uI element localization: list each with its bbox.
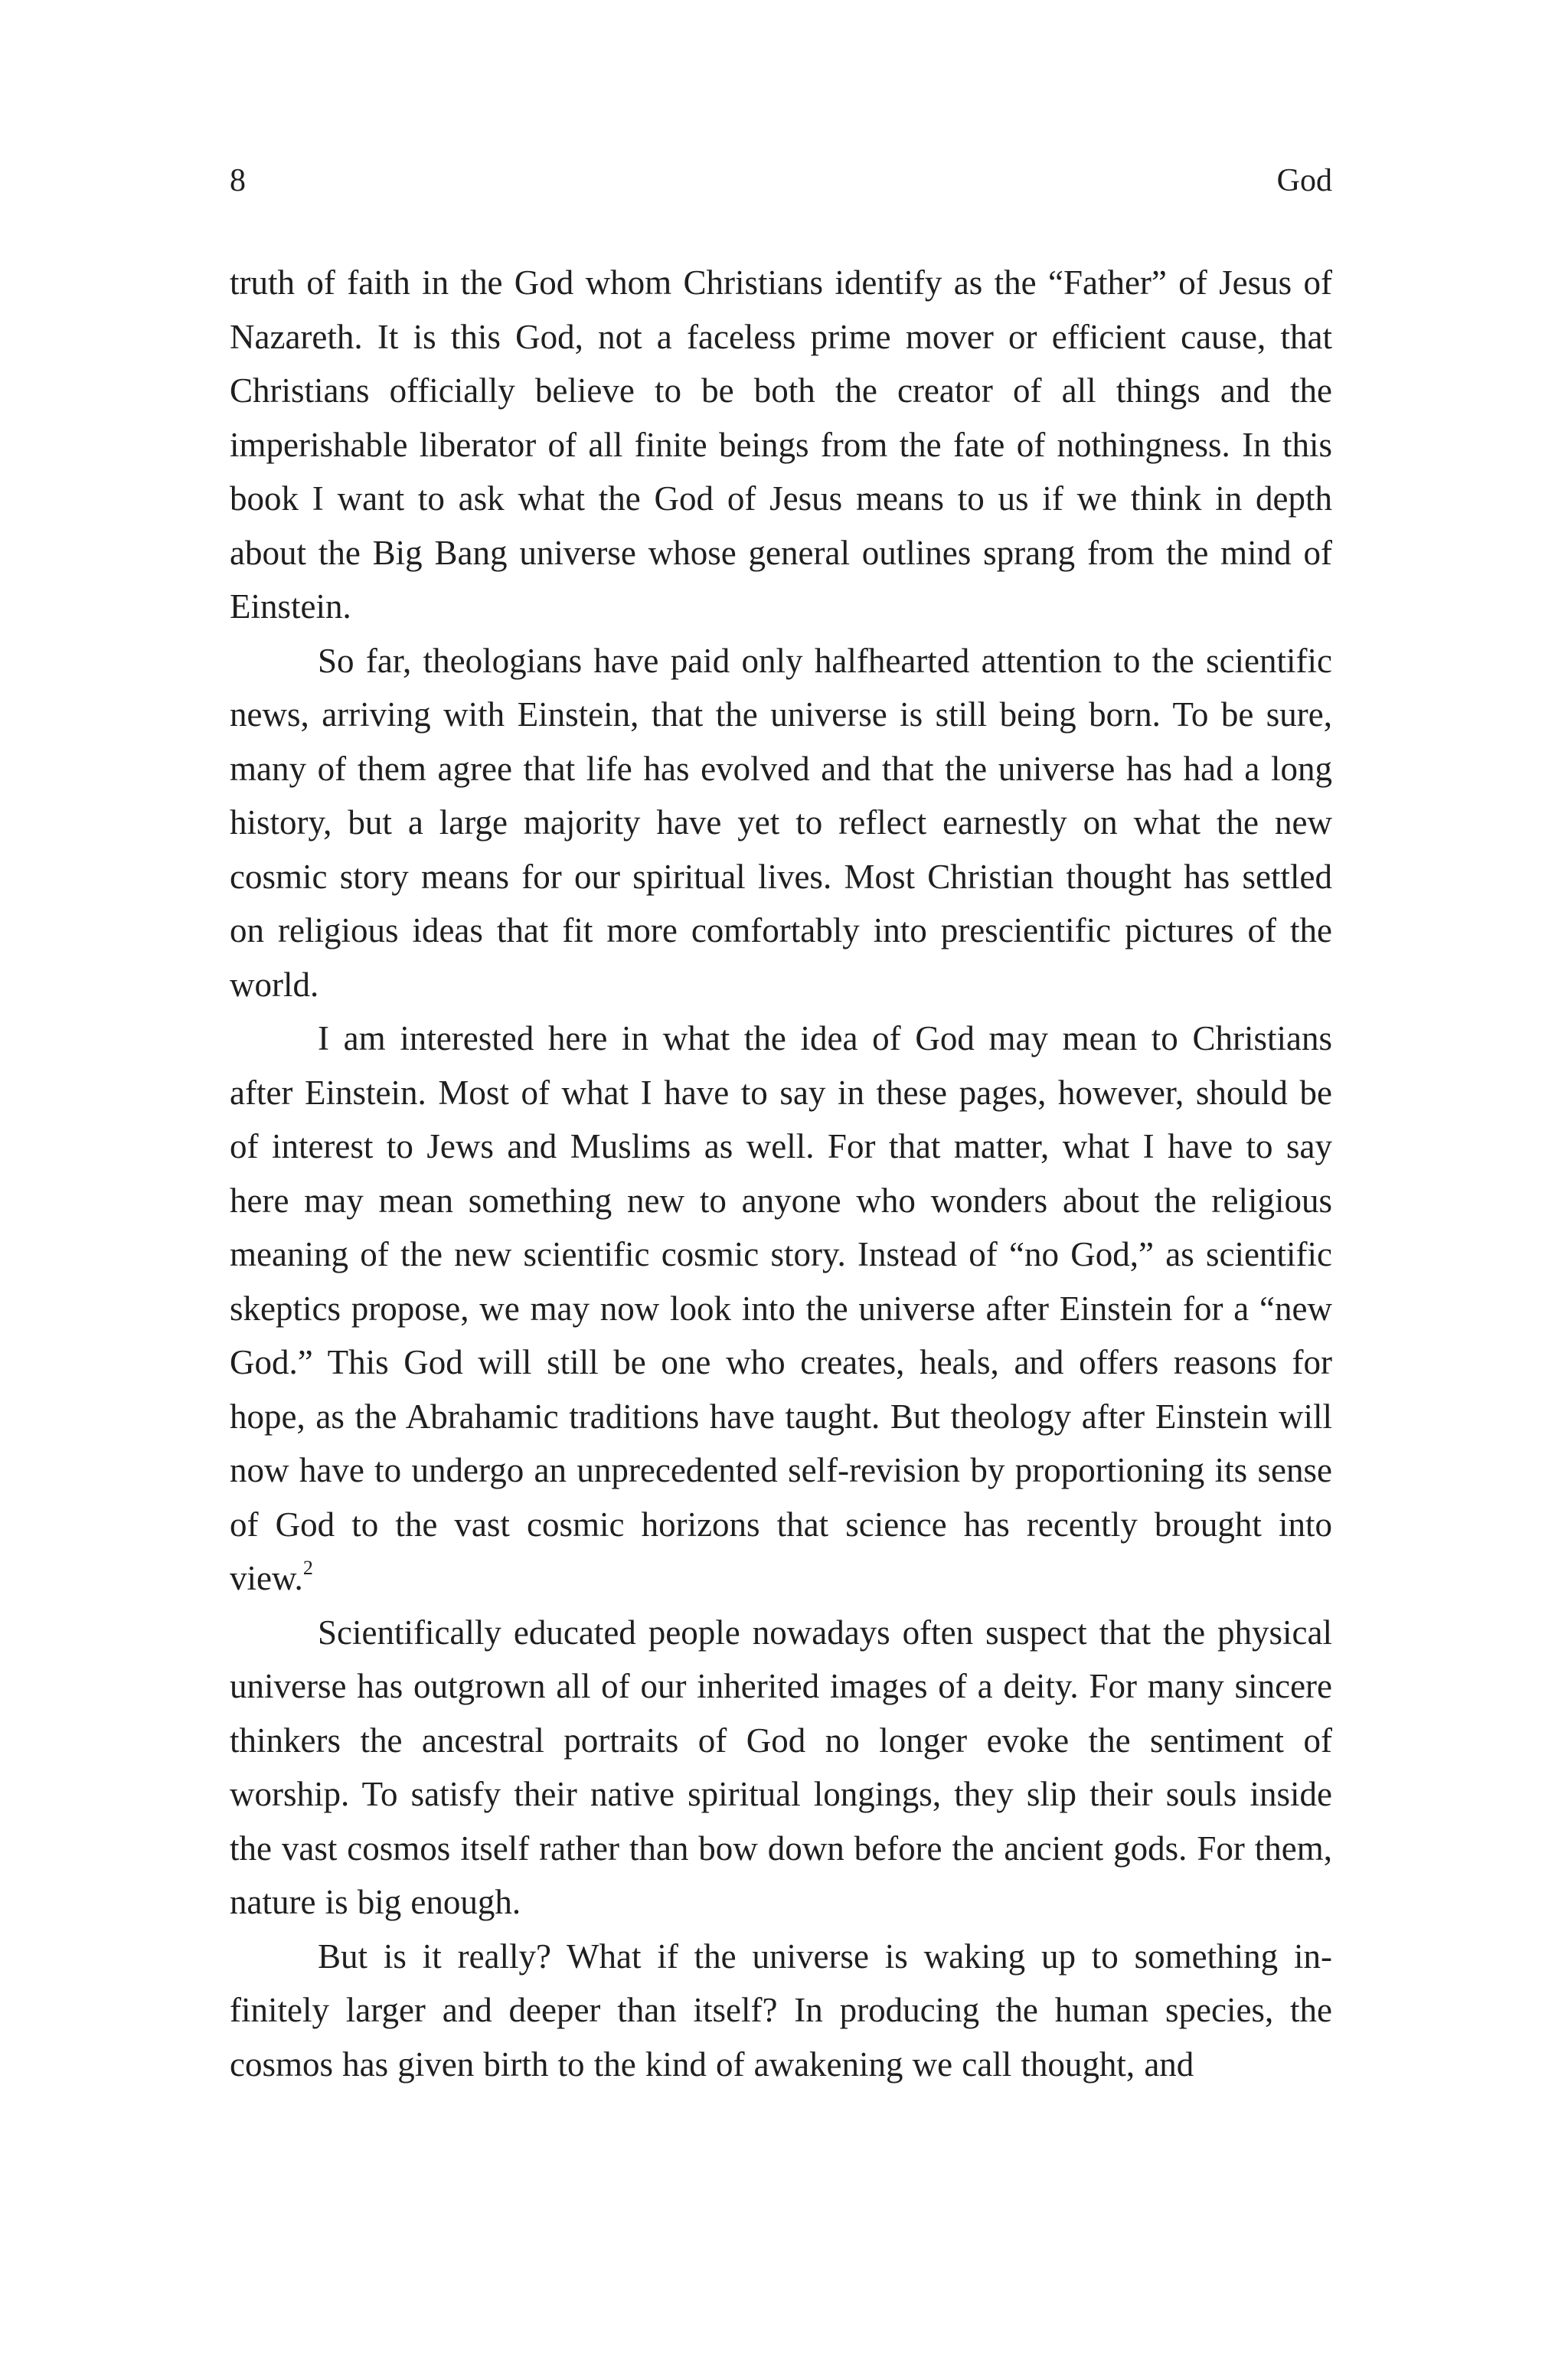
paragraph-1: truth of faith in the God whom Christians identify as the “Father” of Jesus of Nazareth. It is this God, not a faceless prime mover or efficient cause, that Christians officially believe to be both the creator of all things and the imperishable liberator of all finite beings from the fate of nothingness. In this book I want to ask what the God of Jesus means to us if we think in depth about the Big Bang universe whose general outlines sprang from the mind of Einstein. (230, 263, 1332, 626)
paragraph-2: So far, theologians have paid only halfhearted attention to the scientific news, arriving with Einstein, that the universe is still being born. To be sure, many of them agree that life has evolved and that the universe has had a long history, but a large majority have yet to reflect earnestly on what the new cosmic story means for our spiritual lives. Most Christian thought has settled on religious ideas that fit more comfortably into prescientific pictures of the world. (230, 641, 1332, 1004)
paragraph-3-text: I am interested here in what the idea of God may mean to Christians after Einstein. Most of what I have to say in these pages, however, should be of interest to Jews and Muslims as well. For that matter, what I have to say here may mean something new to anyone who wonders about the religious meaning of the new scientific cosmic story. Instead of “no God,” as scientific skeptics propose, we may now look into the universe after Einstein for a “new God.” This God will still be one who creates, heals, and offers reasons for hope, as the Abrahamic traditions have taught. But theology after Einstein will now have to undergo an unprecedented self-revision by proportioning its sense of God to the vast cosmic horizons that science has recently brought into view. (230, 1019, 1332, 1597)
body-text (230, 256, 1332, 2091)
paragraph-5: But is it really? What if the universe is waking up to something infinitely larger and deeper than itself? In producing the human species, the cosmos has given birth to the kind of awakening we call thought, and (230, 1936, 1332, 2084)
running-head (230, 159, 1332, 202)
paragraph-4: Scientifically educated people nowadays often suspect that the physical universe has outgrown all of our inherited images of a deity. For many sincere thinkers the ancestral portraits of God no longer evoke the sentiment of worship. To satisfy their native spiritual longings, they slip their souls inside the vast cosmos itself rather than bow down before the ancient gods. For them, nature is big enough. (230, 1613, 1332, 1921)
footnote-reference: 2 (302, 1557, 313, 1579)
running-title: God (1276, 163, 1332, 198)
paragraph-3 (230, 1012, 1332, 1606)
page-number: 8 (230, 163, 246, 198)
